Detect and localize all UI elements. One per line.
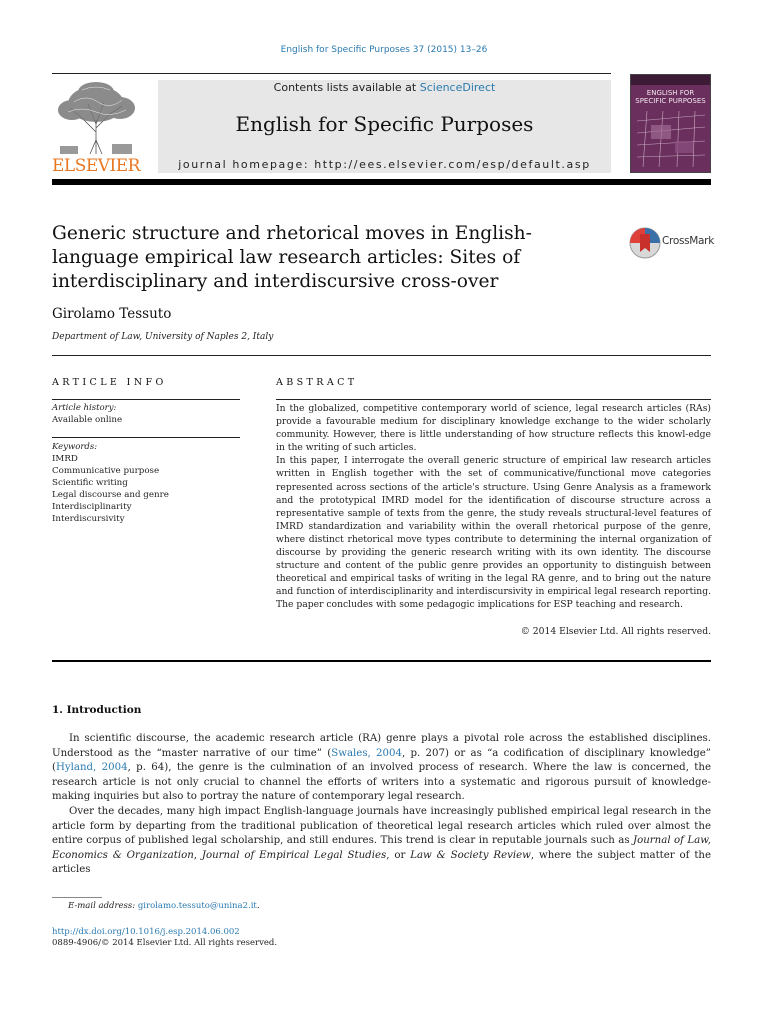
header-bottom-rule [52,179,711,185]
text-run: , [193,849,202,861]
text-run: , where the subject matter of the articles [52,849,712,876]
abstract-paragraph-1: In the globalized, competitive contemporary world of science, legal research articles (RAs) provide a favourable medium for disciplinary knowledge exchange to the wider scholarly community. However, there is little understanding of how structure reflects this knowl-edge in the writing of such articles. [276,403,711,454]
author-affiliation: Department of Law, University of Naples 2, Italy [52,332,274,342]
contents-prefix: Contents lists available at [273,81,420,94]
abstract-heading: ABSTRACT [276,377,358,388]
abstract-paragraph-2: In this paper, I interrogate the overall generic structure of empirical law research articles written in English together with the set of communicative/functional move categories represented across sections of the article's structure. Using Genre Analysis as a framework and the prototypical IMRD model for the identification of discourse structure across a representative sample of texts from the genre, the study reveals structural-level features of IMRD standardization and variability within the overall rhetorical purpose of the genre, where distinct rhetorical move types contribute to determining the internal organization of discourse by providing the generic research writing with its own identity. The discourse structure and content of the public genre provides an opportunity to distinguish between theoretical and empirical tasks of writing in the legal RA genre, and to bring out the nature and function of interdisciplinarity and interdiscursivity in empirical legal research reporting. The paper concludes with some pedagogic implications for ESP teaching and research. [276,455,711,611]
footnote-rule [52,897,102,898]
keyword-item: Legal discourse and genre [52,490,169,500]
keywords-rule [52,437,240,438]
text-run: , p. 64), the genre is the culmination of an involved process of research. Where the law is concerned, the research article is not only crucial to channel the efforts of writers into a systematic and rigorous pursuit of knowledge-making inquiries but also to portray the nature of contemporary legal research. [52,762,711,803]
abstract-bottom-rule [52,660,711,662]
article-history-label: Article history: [52,403,117,413]
issn-copyright: 0889-4906/© 2014 Elsevier Ltd. All rights reserved. [52,938,278,948]
sciencedirect-link[interactable]: ScienceDirect [419,81,496,94]
reference-link-swales[interactable]: Swales, 2004 [331,747,402,759]
email-footnote [68,901,260,911]
abstract-body [276,402,711,612]
journal-citation-link[interactable]: English for Specific Purposes 37 (2015) 13–26 [280,45,488,55]
contents-available-line [158,81,611,94]
keyword-item: Interdiscursivity [52,514,125,524]
crossmark-label: CrossMark [662,235,714,247]
title-separator-rule [52,355,711,356]
crossmark-icon [628,226,662,260]
article-history-value: Available online [52,415,123,425]
keyword-item: Communicative purpose [52,466,160,476]
text-run: , or [386,849,411,861]
text-run: In scientific discourse, the academic research article (RA) genre plays a pivotal role across the established disciplines. Understood as the “master narrative of our time” ( [52,733,711,759]
introduction-paragraph-2 [52,805,711,878]
keyword-item: IMRD [52,454,78,464]
crossmark-badge[interactable] [628,226,714,260]
email-link[interactable]: girolamo.tessuto@unina2.it [137,901,257,911]
header-top-rule [52,73,611,74]
introduction-body [52,732,711,878]
introduction-paragraph-1 [52,732,711,805]
journal-cover-thumbnail[interactable] [630,74,711,173]
cover-title: ENGLISH FOR SPECIFIC PURPOSES [635,89,706,105]
journal-name-italic: Law & Society Review [410,849,531,861]
text-run: Over the decades, many high impact English-language journals have increasingly published empirical legal research in the article form by departing from the traditional publication of theoretical legal research articles which ruled over almost the entire corpus of published legal scholarship, and still endures. This trend is clear in reputable journals such as [52,805,711,847]
email-end: . [256,901,260,911]
keyword-item: Scientific writing [52,478,128,488]
article-info-heading: ARTICLE INFO [52,377,167,388]
keywords-list [52,453,169,525]
email-label: E-mail address: [68,901,136,911]
abstract-rule [276,399,711,400]
journal-name-italic: Journal of Empirical Legal Studies [201,849,387,861]
journal-homepage[interactable]: journal homepage: http://ees.elsevier.com/esp/default.asp [178,158,591,171]
journal-name: English for Specific Purposes [235,112,534,136]
article-info-rule [52,399,240,400]
introduction-heading: 1. Introduction [52,704,142,716]
keywords-label: Keywords: [52,442,98,452]
article-title: Generic structure and rhetorical moves in English-language empirical law research articles: Sites of interdisciplinary and interdiscursive cross-over [52,223,532,292]
author-name: Girolamo Tessuto [52,306,172,322]
cover-top-band [631,75,710,85]
keyword-item: Interdisciplinarity [52,502,132,512]
cover-artwork [637,111,705,167]
elsevier-wordmark: ELSEVIER [52,156,140,176]
journal-name-italic: Journal of Law, Economics & Organization [52,835,711,861]
doi-link[interactable]: http://dx.doi.org/10.1016/j.esp.2014.06.002 [52,927,240,937]
reference-link-hyland[interactable]: Hyland, 2004 [55,762,128,774]
abstract-copyright: © 2014 Elsevier Ltd. All rights reserved. [520,626,711,637]
text-run: , p. 207) or as “a codification of disciplinary knowledge” ( [52,747,711,774]
